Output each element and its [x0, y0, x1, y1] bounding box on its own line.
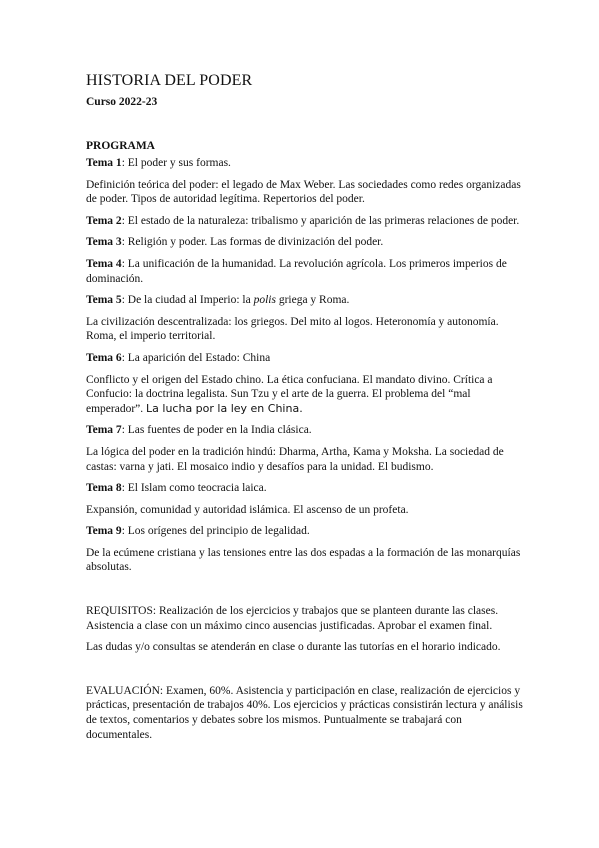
tema-9-label: Tema 9: [86, 525, 122, 538]
tema-8-description: Expansión, comunidad y autoridad islámica. El ascenso de un profeta.: [86, 503, 409, 516]
section-spacer: [86, 662, 526, 684]
tema-5-title-italic: polis: [253, 294, 276, 307]
tema-7-label: Tema 7: [86, 424, 122, 437]
tema-3-heading: [86, 235, 526, 250]
tema-1-heading: [86, 156, 526, 171]
tema-6-description: [86, 373, 526, 417]
tema-5-title-before: : De la ciudad al Imperio: la: [121, 294, 254, 307]
tema-1-label: Tema 1: [86, 157, 122, 169]
tema-4-heading: [86, 257, 526, 286]
tema-2-heading: [86, 214, 526, 229]
program-heading: PROGRAMA: [86, 140, 155, 152]
tema-6-description-extra: La lucha por la ley en China.: [146, 401, 303, 415]
tema-8-label: Tema 8: [86, 482, 122, 495]
tema-9-heading: [86, 524, 526, 539]
tema-6-label: Tema 6: [86, 351, 122, 364]
tema-3-title: : Religión y poder. Las formas de divinización del poder.: [121, 236, 384, 249]
tema-5-heading: [86, 293, 526, 308]
document-body: [86, 72, 526, 749]
tema-9-title: : Los orígenes del principio de legalidad.: [121, 525, 310, 538]
tema-1-title: : El poder y sus formas.: [121, 157, 231, 169]
tema-3-label: Tema 3: [86, 236, 122, 249]
doubts-text: Las dudas y/o consultas se atenderán en clase o durante las tutorías en el horario indicado.: [86, 641, 501, 654]
tema-1-description: Definición teórica del poder: el legado de Max Weber. Las sociedades como redes organizadas de poder. Tipos de autoridad legítima. Repertorios del poder.: [86, 178, 521, 206]
tema-5-title-after: griega y Roma.: [275, 294, 350, 307]
evaluation-text: EVALUACIÓN: Examen, 60%. Asistencia y participación en clase, realización de ejercicios y prácticas, presentación de trabajos 40%. Los ejercicios y prácticas consistirán lectura y análisis de textos, comentarios y debates sobre los mismos. Puntualmente se trabajará con documentales.: [86, 684, 523, 741]
tema-5-description: La civilización descentralizada: los griegos. Del mito al logos. Heteronomía y autonomía. Roma, el imperio territorial.: [86, 315, 499, 343]
section-spacer: [86, 582, 526, 604]
course-year: Curso 2022-23: [86, 96, 158, 108]
tema-6-title: : La aparición del Estado: China: [121, 351, 271, 364]
requirements-text: REQUISITOS: Realización de los ejercicios y trabajos que se planteen durante las clases. Asistencia a clase con un máximo cinco ausencias justificadas. Aprobar el examen final.: [86, 605, 499, 632]
tema-6-description-main: Conflicto y el origen del Estado chino. La ética confuciana. El mandato divino. Crítica a Confucio: la doctrina legalista. Sun Tzu y el arte de la guerra. El problema del “mal emperador”.: [86, 373, 493, 415]
tema-8-title: : El Islam como teocracia laica.: [121, 482, 267, 495]
tema-4-label: Tema 4: [86, 257, 122, 270]
tema-2-label: Tema 2: [86, 214, 122, 227]
tema-2-title: : El estado de la naturaleza: tribalismo y aparición de las primeras relaciones de poder.: [121, 214, 520, 227]
tema-6-heading: [86, 351, 526, 366]
tema-7-description: La lógica del poder en la tradición hindú: Dharma, Artha, Kama y Moksha. La sociedad de castas: varna y jati. El mosaico indio y desafíos para la unidad. El budismo.: [86, 445, 504, 473]
tema-4-title: : La unificación de la humanidad. La revolución agrícola. Los primeros imperios de dominación.: [86, 257, 507, 285]
tema-8-heading: [86, 481, 526, 496]
tema-9-description: De la ecúmene cristiana y las tensiones entre las dos espadas a la formación de las monarquías absolutas.: [86, 546, 521, 574]
tema-5-label: Tema 5: [86, 294, 122, 307]
document-title: HISTORIA DEL PODER: [86, 72, 253, 89]
tema-7-heading: [86, 423, 526, 438]
tema-7-title: : Las fuentes de poder en la India clásica.: [121, 424, 312, 437]
